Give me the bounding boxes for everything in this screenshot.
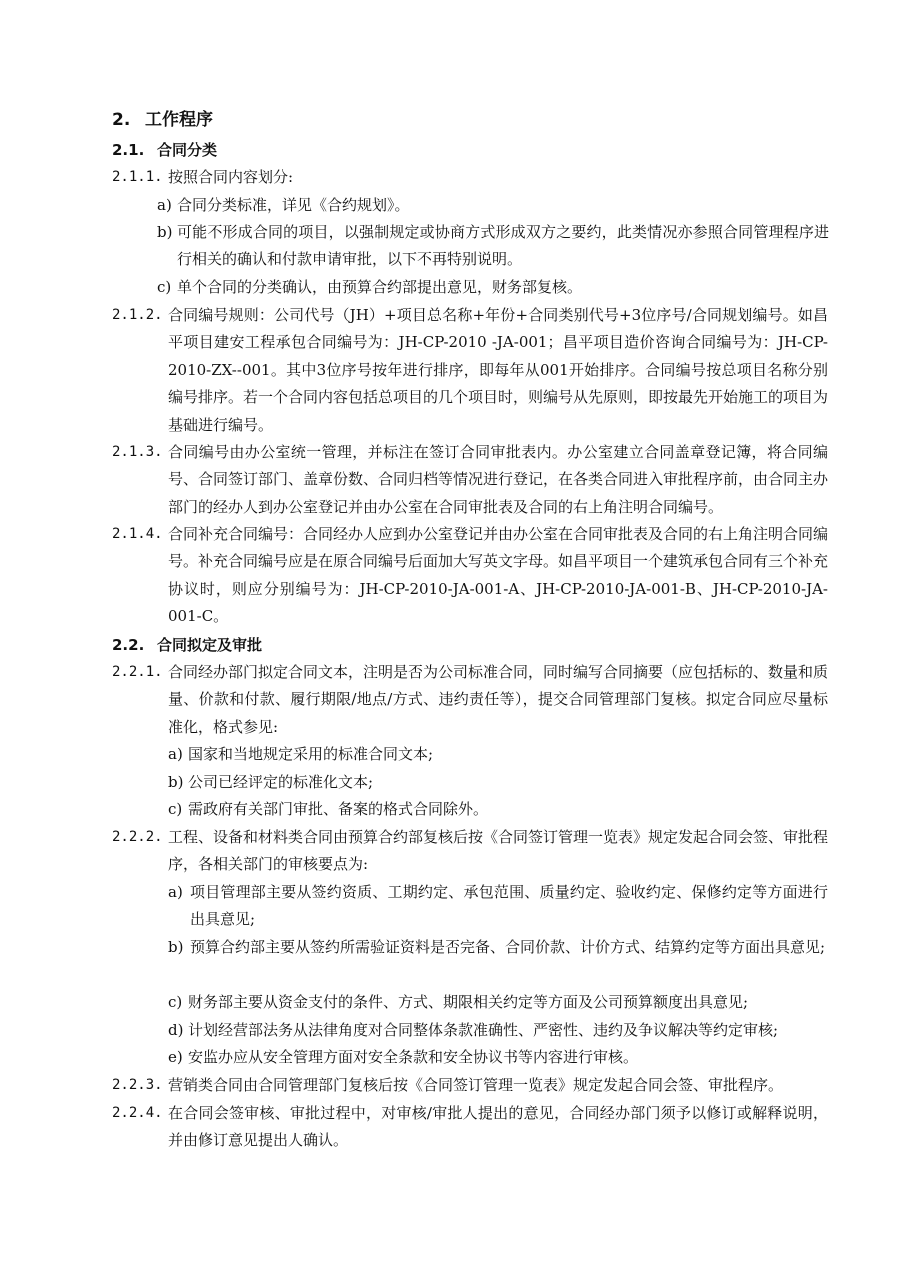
list-item-2-2-2-b: [168, 934, 828, 961]
list-marker: a): [157, 196, 172, 214]
clause-number: 2.1.2.: [112, 307, 163, 323]
list-item-2-2-2-e: [168, 1044, 828, 1071]
list-item-2-1-1-c: [157, 274, 829, 301]
clause-2-2-2: [112, 824, 828, 879]
clause-number: 2.1.4.: [112, 526, 163, 542]
list-text: 需政府有关部门审批、备案的格式合同除外。: [188, 800, 489, 818]
clause-2-1-4: [112, 521, 828, 631]
list-item-2-2-1-a: [168, 741, 828, 768]
list-marker: d): [168, 1021, 184, 1039]
clause-text: 按照合同内容划分:: [168, 168, 294, 186]
subsection-title: 合同分类: [157, 141, 218, 159]
list-marker: c): [168, 800, 183, 818]
clause-text: 在合同会签审核、审批过程中，对审核/审批人提出的意见，合同经办部门须予以修订或解释说明，并由修订意见提出人确认。: [168, 1104, 828, 1150]
list-text: 计划经营部法务从法律角度对合同整体条款准确性、严密性、违约及争议解决等约定审核;: [188, 1021, 779, 1039]
clause-number: 2.2.4.: [112, 1105, 163, 1121]
clause-text: 合同经办部门拟定合同文本，注明是否为公司标准合同，同时编写合同摘要（应包括标的、数量和质量、价款和付款、履行期限/地点/方式、违约责任等），提交合同管理部门复核。拟定合同应尽量标准化，格式参见:: [168, 663, 829, 736]
list-marker: c): [168, 993, 183, 1011]
subsection-title: 合同拟定及审批: [157, 636, 263, 654]
list-marker: c): [157, 278, 172, 296]
section-number: 2.: [112, 110, 131, 130]
list-item-2-2-2-a: [168, 879, 828, 934]
list-text: 项目管理部主要从签约资质、工期约定、承包范围、质量约定、验收约定、保修约定等方面进行出具意见;: [190, 883, 828, 929]
clause-text: 营销类合同由合同管理部门复核后按《合同签订管理一览表》规定发起合同会签、审批程序。: [168, 1076, 784, 1094]
list-marker: a): [168, 745, 183, 763]
clause-2-2-4: [112, 1100, 828, 1155]
clause-number: 2.2.2.: [112, 829, 163, 845]
clause-2-1-3: [112, 439, 828, 521]
clause-number: 2.2.3.: [112, 1077, 163, 1093]
list-item-2-1-1-a: [157, 192, 829, 219]
subsection-number: 2.1.: [112, 141, 145, 159]
list-text: 安监办应从安全管理方面对安全条款和安全协议书等内容进行审核。: [188, 1048, 639, 1066]
subsection-heading-2-1: [112, 136, 217, 164]
list-text: 财务部主要从资金支付的条件、方式、期限相关约定等方面及公司预算额度出具意见;: [188, 993, 749, 1011]
clause-2-2-3: [112, 1072, 828, 1099]
clause-text: 工程、设备和材料类合同由预算合约部复核后按《合同签订管理一览表》规定发起合同会签、审批程序，各相关部门的审核要点为:: [168, 828, 829, 874]
clause-number: 2.1.3.: [112, 444, 163, 460]
list-text: 合同分类标准，详见《合约规划》。: [177, 196, 410, 214]
list-marker: e): [168, 1048, 183, 1066]
list-item-2-2-2-c: [168, 989, 828, 1016]
clause-number: 2.2.1.: [112, 664, 163, 680]
list-marker: b): [168, 938, 184, 956]
list-marker: a): [168, 883, 183, 901]
list-marker: b): [157, 223, 173, 241]
clause-2-1-2: [112, 302, 828, 439]
list-item-2-1-1-b: [157, 219, 829, 274]
list-item-2-2-1-b: [168, 769, 828, 796]
clause-2-1-1: [112, 164, 828, 191]
list-text: 公司已经评定的标准化文本;: [188, 773, 374, 791]
list-item-2-2-1-c: [168, 796, 828, 823]
subsection-number: 2.2.: [112, 636, 145, 654]
section-heading: [112, 106, 213, 134]
list-text: 国家和当地规定采用的标准合同文本;: [188, 745, 434, 763]
list-text: 预算合约部主要从签约所需验证资料是否完备、合同价款、计价方式、结算约定等方面出具意见;: [190, 938, 826, 956]
list-item-2-2-2-d: [168, 1017, 828, 1044]
section-title: 工作程序: [145, 110, 213, 130]
clause-text: 合同编号规则：公司代号（JH）+项目总名称+年份+合同类别代号+3位序号/合同规划编号。如昌平项目建安工程承包合同编号为：JH-CP-2010 -JA-001；昌平项目造价咨询合同编号为：JH-CP-2010-ZX--001。其中3位序号按年进行排序，即每年从001开始排序。合同编号按总项目名称分别编号排序。若一个合同内容包括总项目的几个项目时，则编号从先原则，即按最先开始施工的项目为基础进行编号。: [168, 306, 829, 434]
clause-text: 合同编号由办公室统一管理，并标注在签订合同审批表内。办公室建立合同盖章登记簿，将合同编号、合同签订部门、盖章份数、合同归档等情况进行登记，在各类合同进入审批程序前，由合同主办部门的经办人到办公室登记并由办公室在合同审批表及合同的右上角注明合同编号。: [168, 443, 829, 516]
subsection-heading-2-2: [112, 631, 262, 659]
list-marker: b): [168, 773, 184, 791]
clause-number: 2.1.1.: [112, 169, 163, 185]
clause-2-2-1: [112, 659, 828, 741]
clause-text: 合同补充合同编号：合同经办人应到办公室登记并由办公室在合同审批表及合同的右上角注明合同编号。补充合同编号应是在原合同编号后面加大写英文字母。如昌平项目一个建筑承包合同有三个补充协议时，则应分别编号为：JH-CP-2010-JA-001-A、JH-CP-2010-JA-001-B、JH-CP-2010-JA-001-C。: [168, 525, 829, 626]
list-text: 单个合同的分类确认，由预算合约部提出意见，财务部复核。: [177, 278, 583, 296]
list-text: 可能不形成合同的项目，以强制规定或协商方式形成双方之要约，此类情况亦参照合同管理程序进行相关的确认和付款申请审批，以下不再特别说明。: [177, 223, 829, 269]
